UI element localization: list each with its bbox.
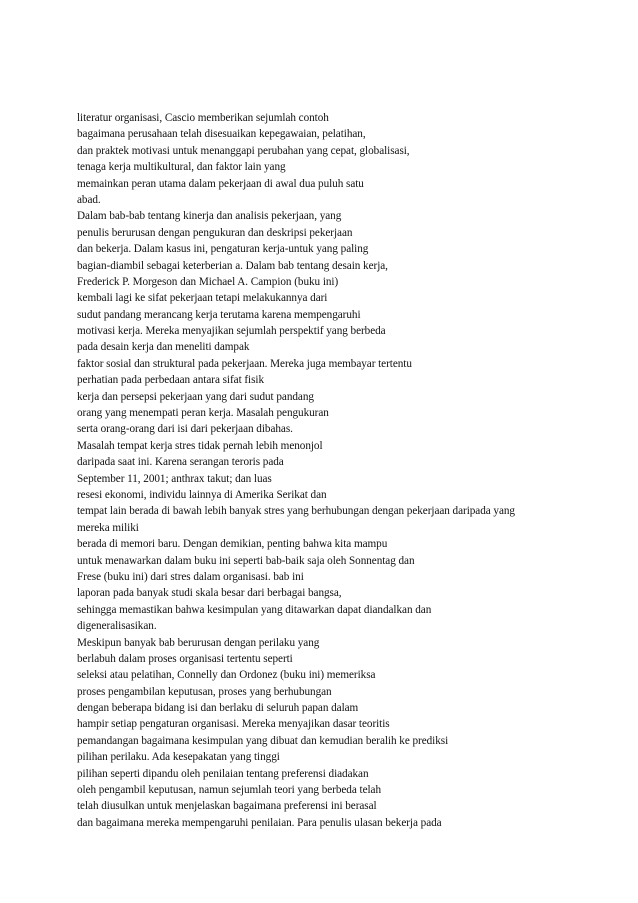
text-line: Dalam bab-bab tentang kinerja dan analisis pekerjaan, yang <box>77 210 342 223</box>
text-line: Frederick P. Morgeson dan Michael A. Campion (buku ini) <box>77 275 339 288</box>
text-line: dan bekerja. Dalam kasus ini, pengaturan kerja-untuk yang paling <box>77 243 369 256</box>
text-line: kerja dan persepsi pekerjaan yang dari sudut pandang <box>77 390 314 403</box>
text-line: oleh pengambil keputusan, namun sejumlah teori yang berbeda telah <box>77 784 382 797</box>
text-line: sehingga memastikan bahwa kesimpulan yang ditawarkan dapat diandalkan dan <box>77 603 432 616</box>
text-line: bagian-diambil sebagai keterberian a. Dalam bab tentang desain kerja, <box>77 259 388 272</box>
text-line: kembali lagi ke sifat pekerjaan tetapi melakukannya dari <box>77 292 328 305</box>
text-line: tempat lain berada di bawah lebih banyak stres yang berhubungan dengan pekerjaan daripada yang <box>77 505 515 518</box>
text-line: pemandangan bagaimana kesimpulan yang dibuat dan kemudian beralih ke prediksi <box>77 734 449 747</box>
text-line: literatur organisasi, Cascio memberikan sejumlah contoh <box>77 112 329 124</box>
text-line: pilihan seperti dipandu oleh penilaian tentang preferensi diadakan <box>77 767 369 780</box>
text-line: berada di memori baru. Dengan demikian, penting bahwa kita mampu <box>77 538 388 551</box>
text-line: hampir setiap pengaturan organisasi. Mereka menyajikan dasar teoritis <box>77 718 390 731</box>
text-line: abad. <box>77 193 101 206</box>
text-line: resesi ekonomi, individu lainnya di Amerika Serikat dan <box>77 488 327 501</box>
text-line: dan praktek motivasi untuk menanggapi perubahan yang cepat, globalisasi, <box>77 144 410 157</box>
text-line: motivasi kerja. Mereka menyajikan sejumlah perspektif yang berbeda <box>77 325 386 338</box>
text-line: sudut pandang merancang kerja terutama karena mempengaruhi <box>77 308 361 321</box>
text-line: seleksi atau pelatihan, Connelly dan Ordonez (buku ini) memeriksa <box>77 669 376 682</box>
text-line: dengan beberapa bidang isi dan berlaku di seluruh papan dalam <box>77 702 359 715</box>
text-line: memainkan peran utama dalam pekerjaan di awal dua puluh satu <box>77 177 364 190</box>
text-line: untuk menawarkan dalam buku ini seperti bab-baik saja oleh Sonnentag dan <box>77 554 415 567</box>
text-line: tenaga kerja multikultural, dan faktor lain yang <box>77 161 286 174</box>
text-line: orang yang menempati peran kerja. Masalah pengukuran <box>77 407 329 420</box>
text-line: digeneralisasikan. <box>77 620 157 633</box>
text-line: Frese (buku ini) dari stres dalam organisasi. bab ini <box>77 570 304 583</box>
text-line: pilihan perilaku. Ada kesepakatan yang tinggi <box>77 751 280 764</box>
text-line: daripada saat ini. Karena serangan teroris pada <box>77 456 284 469</box>
text-line: dan bagaimana mereka mempengaruhi penilaian. Para penulis ulasan bekerja pada <box>77 816 442 829</box>
text-line: penulis berurusan dengan pengukuran dan deskripsi pekerjaan <box>77 226 353 239</box>
text-line: serta orang-orang dari isi dari pekerjaan dibahas. <box>77 423 293 436</box>
text-line: berlabuh dalam proses organisasi tertentu seperti <box>77 652 293 665</box>
text-line: faktor sosial dan struktural pada pekerjaan. Mereka juga membayar tertentu <box>77 357 412 370</box>
text-line: Masalah tempat kerja stres tidak pernah lebih menonjol <box>77 439 323 452</box>
text-line: telah diusulkan untuk menjelaskan bagaimana preferensi ini berasal <box>77 800 377 813</box>
body-text <box>77 110 557 831</box>
text-line: Meskipun banyak bab berurusan dengan perilaku yang <box>77 636 320 649</box>
text-line: proses pengambilan keputusan, proses yang berhubungan <box>77 685 332 698</box>
text-line: bagaimana perusahaan telah disesuaikan kepegawaian, pelatihan, <box>77 128 366 141</box>
text-line: laporan pada banyak studi skala besar dari berbagai bangsa, <box>77 587 342 600</box>
text-line: perhatian pada perbedaan antara sifat fisik <box>77 374 265 387</box>
text-line: September 11, 2001; anthrax takut; dan luas <box>77 472 272 485</box>
text-line: pada desain kerja dan meneliti dampak <box>77 341 250 354</box>
text-line: mereka miliki <box>77 521 139 534</box>
